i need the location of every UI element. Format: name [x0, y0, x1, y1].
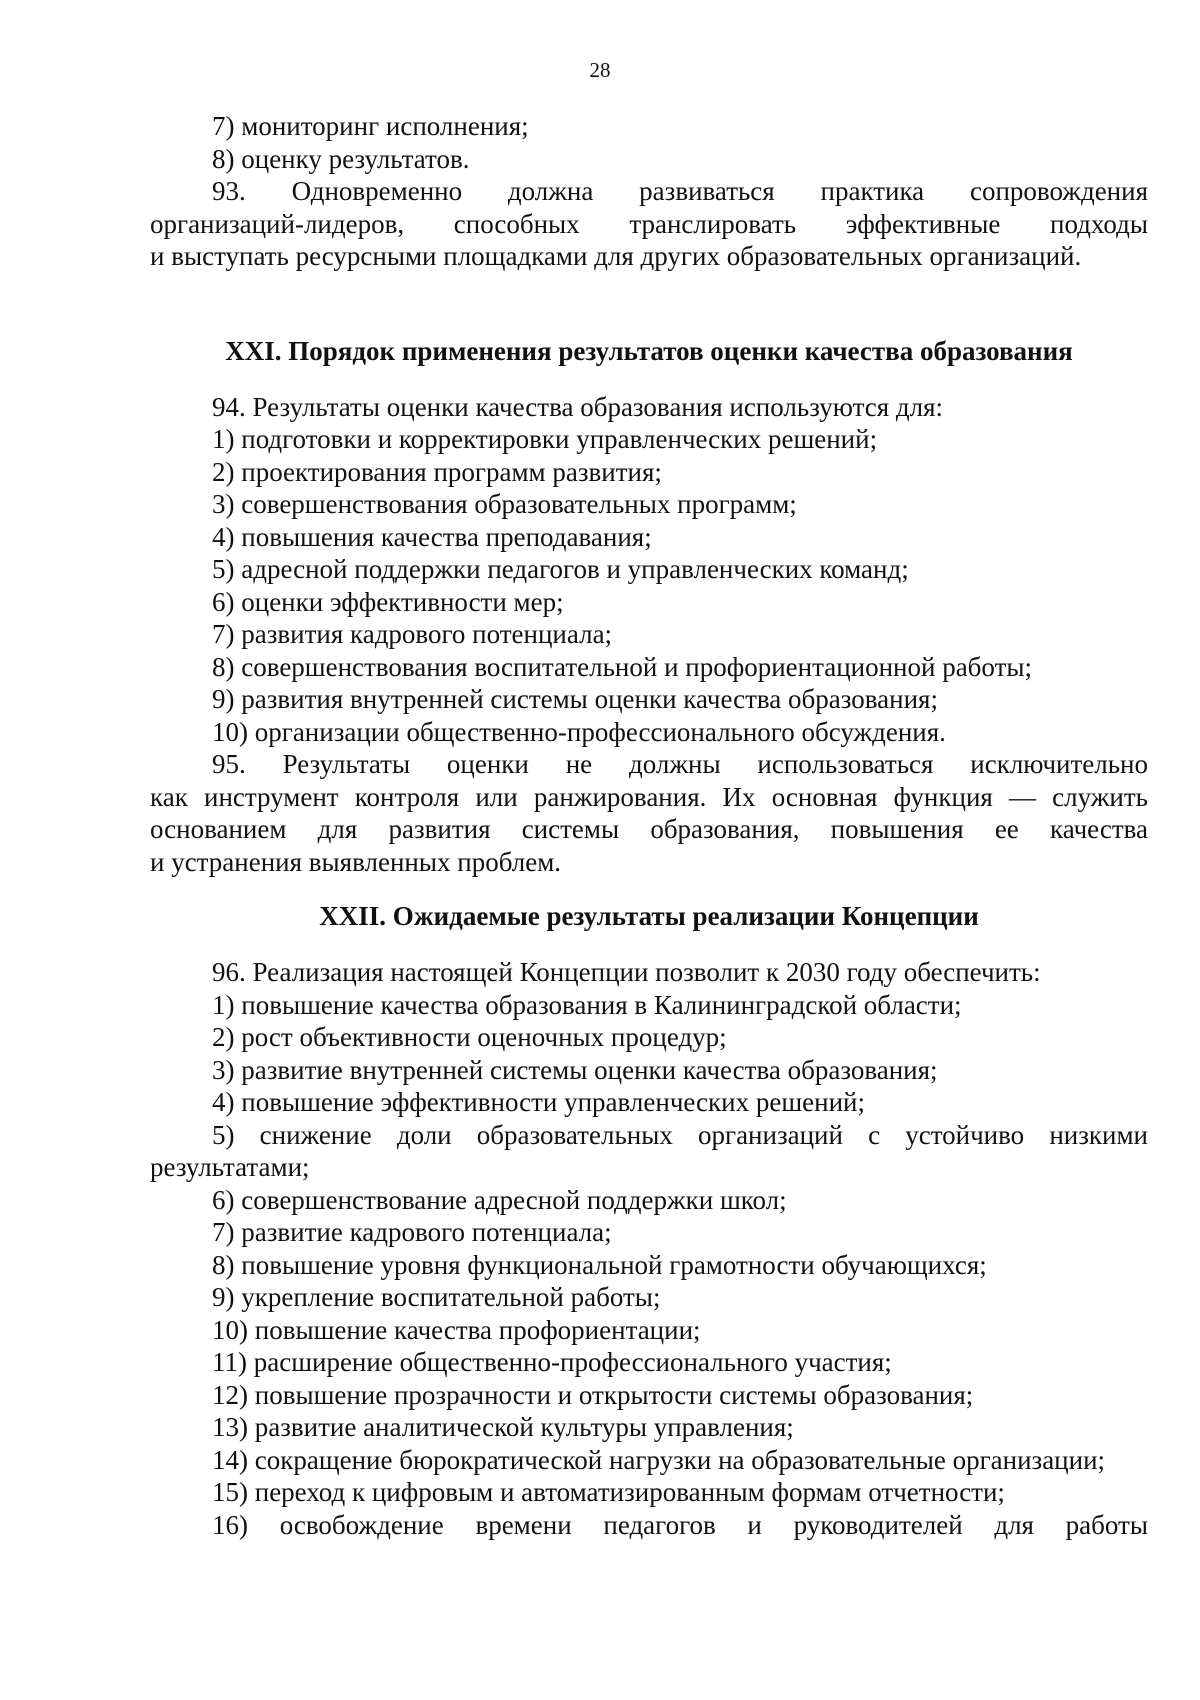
list-item: 5) снижение доли образовательных организаций с устойчиво низкими [212, 1119, 1148, 1150]
list-item: 3) совершенствования образовательных программ; [212, 489, 797, 519]
list-item: 10) организации общественно-профессионального обсуждения. [212, 716, 946, 747]
list-item: 8) повышение уровня функциональной грамотности обучающихся; [212, 1249, 987, 1280]
list-item: 8) оценку результатов. [212, 143, 470, 174]
list-item: 2) рост объективности оценочных процедур; [212, 1022, 727, 1052]
list-item: 4) повышение эффективности управленческих решений; [212, 1087, 865, 1117]
list-item: 7) развития кадрового потенциала; [212, 619, 613, 649]
list-item: 1) повышение качества образования в Калининградской области; [212, 989, 962, 1020]
list-item: 9) укрепление воспитательной работы; [212, 1282, 661, 1312]
paragraph-94: 94. Результаты оценки качества образования используются для: [212, 391, 944, 422]
list-item: 8) совершенствования воспитательной и профориентационной работы; [212, 651, 1033, 682]
list-item: 9) развития внутренней системы оценки качества образования; [212, 684, 938, 714]
list-item: 2) проектирования программ развития; [212, 456, 662, 487]
paragraph-line: 95. Результаты оценки не должны использоваться исключительно [212, 749, 1148, 779]
list-item: 6) оценки эффективности мер; [212, 586, 564, 617]
section-heading: XXI. Порядок применения результатов оценки качества образования [225, 335, 1073, 366]
list-item: 13) развитие аналитической культуры управления; [212, 1412, 794, 1442]
list-item: 15) переход к цифровым и автоматизированным формам отчетности; [212, 1477, 1005, 1507]
list-item: 10) повышение качества профориентации; [212, 1314, 701, 1345]
list-item: 4) повышения качества преподавания; [212, 521, 652, 552]
paragraph-line: и выступать ресурсными площадками для других образовательных организаций. [150, 241, 1082, 271]
list-94 [150, 423, 1148, 748]
list-item: 7) развитие кадрового потенциала; [212, 1217, 612, 1247]
section-heading: XXII. Ожидаемые результаты реализации Концепции [319, 901, 979, 931]
list-item: 7) мониторинг исполнения; [212, 111, 529, 141]
list-96 [150, 989, 1148, 1542]
list-item: 14) сокращение бюрократической нагрузки на образовательные организации; [212, 1444, 1106, 1475]
list-item-continuation: результатами; [150, 1152, 310, 1182]
paragraph-line: и устранения выявленных проблем. [150, 846, 562, 877]
list-item: 1) подготовки и корректировки управленческих решений; [212, 424, 878, 454]
list-item: 5) адресной поддержки педагогов и управленческих команд; [212, 554, 909, 584]
document-body [150, 110, 1148, 1541]
paragraph-95 [150, 748, 1148, 878]
list-item: 3) развитие внутренней системы оценки качества образования; [212, 1054, 938, 1085]
paragraph-line: как инструмент контроля или ранжирования. Их основная функция — служить [150, 781, 1148, 812]
paragraph-line: 93. Одновременно должна развиваться практика сопровождения [212, 176, 1148, 206]
paragraph-line: основанием для развития системы образования, повышения ее качества [150, 814, 1148, 844]
page-number: 28 [589, 58, 611, 82]
list-item: 6) совершенствование адресной поддержки школ; [212, 1184, 787, 1215]
list-item: 16) освобождение времени педагогов и руководителей для работы [212, 1509, 1148, 1540]
list-item: 11) расширение общественно-профессионального участия; [212, 1347, 892, 1377]
paragraph-96: 96. Реализация настоящей Концепции позволит к 2030 году обеспечить: [212, 957, 1041, 987]
paragraph-93 [150, 175, 1148, 273]
list-item: 12) повышение прозрачности и открытости системы образования; [212, 1379, 974, 1410]
paragraph-line: организаций-лидеров, способных транслировать эффективные подходы [150, 208, 1148, 239]
